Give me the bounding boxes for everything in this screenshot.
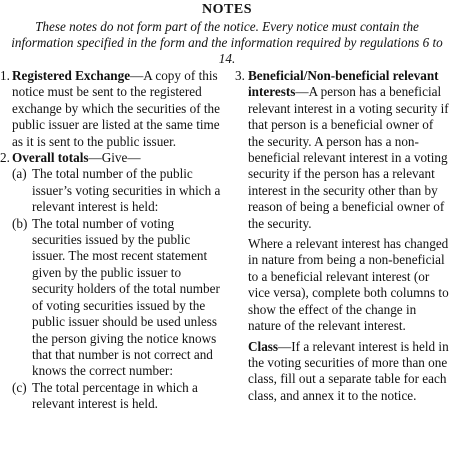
note-text: —A copy of this notice must be sent to the registered exchange by which the securities of the public issuer are listed at the same time as it is sent to the public issuer. [12,68,220,149]
note-subitem-a [12,166,222,215]
subitem-number: (b) [12,215,28,231]
note-item-3 [235,68,451,404]
note-item-1 [0,68,222,150]
subitem-number: (c) [12,379,27,395]
note-text: —A person has a beneficial relevant interest in a voting security if that person is a beneficial owner of the security. A person has a non-beneficial relevant interest in a voting security if the person has a relevant interest in the security other than by reason of being a beneficial owner of the security. [248,84,449,231]
left-column [0,68,222,413]
note-number: 2. [0,150,10,166]
subitem-text: The total percentage in which a relevant interest is held. [32,379,198,412]
note-number: 1. [0,68,10,83]
note-paragraph-class [248,339,451,405]
note-item-2 [0,150,222,166]
notes-title: NOTES [202,2,252,17]
note-heading: Overall totals [12,150,89,166]
right-column [235,68,451,404]
subitem-text: The total number of the public issuer’s voting securities in which a relevant interest is held: [32,166,221,215]
note-subitem-b [12,216,222,380]
class-text: —If a relevant interest is held in the voting securities of more than one class, fill out a separate table for each class, and annex it to the notice. [248,338,449,403]
note-paragraph: Where a relevant interest has changed in nature from being a non-beneficial to a beneficial relevant interest (or vice versa), complete both columns to show the effect of the change in nature of the relevant interest. [248,236,449,334]
note-subitem-c [12,380,222,413]
note-number: 3. [235,68,245,83]
note-heading: Registered Exchange [12,68,131,83]
class-heading: Class [248,338,279,354]
subitem-text: The total number of voting securities issued by the public issuer. The most recent statement given by the public issuer to security holders of the total number of voting securities issued by the public issuer should be used unless the person giving the notice knows that that number is not correct and knows the correct number: [32,215,220,379]
subitem-number: (a) [12,166,27,182]
note-text: —Give— [88,150,141,166]
notes-intro: These notes do not form part of the notice. Every notice must contain the information specified in the form and the information required by regulations 6 to 14. [11,19,443,66]
note-heading: Beneficial/Non-beneficial relevant interests [248,68,439,100]
